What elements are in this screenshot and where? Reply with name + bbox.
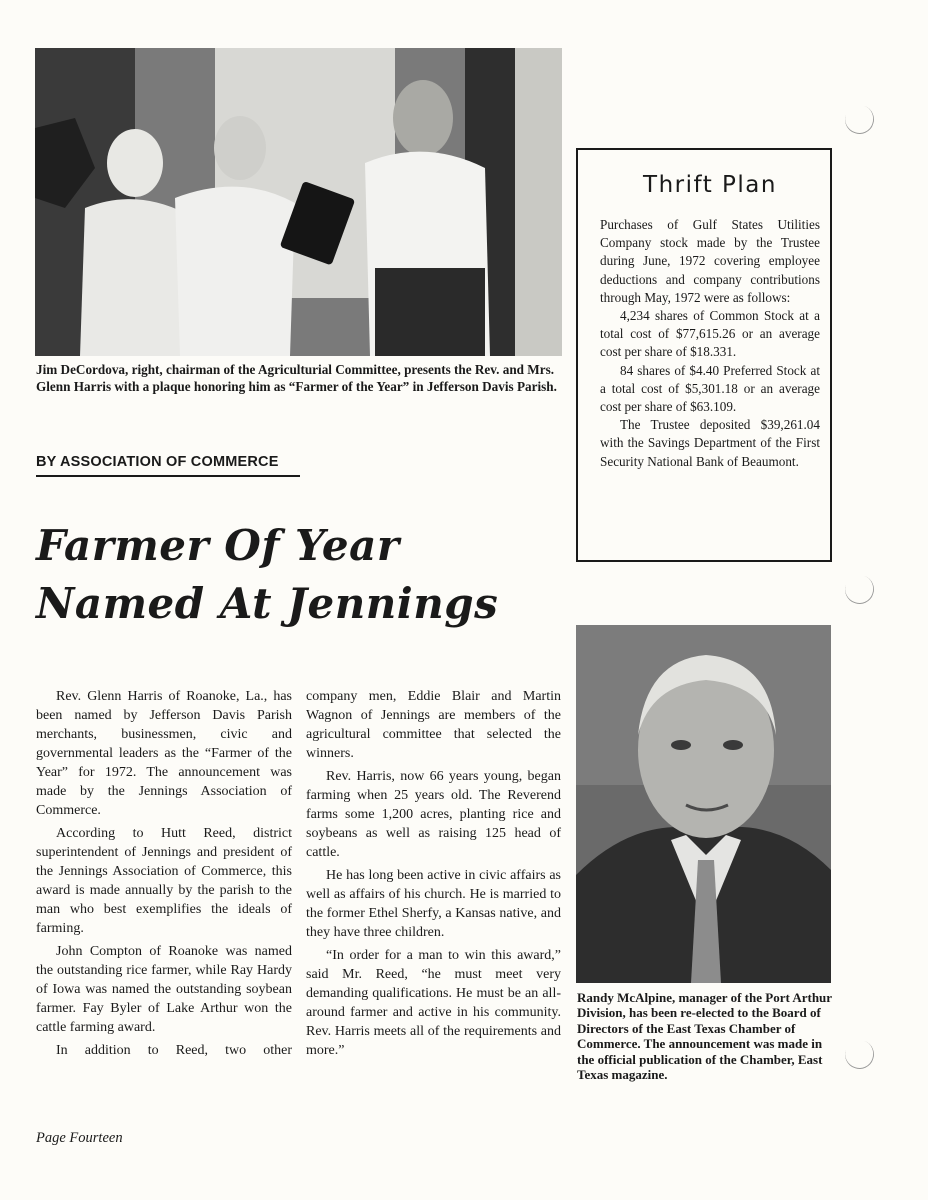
thrift-plan-title: Thrift Plan (643, 172, 777, 198)
article-paragraph: Rev. Harris, now 66 years young, began farming when 25 years old. The Reverend farms some 1,200 acres, planting rice and soybeans as well as raising 125 head of cattle. (306, 769, 561, 860)
thrift-plan-paragraph: 84 shares of $4.40 Preferred Stock at a total cost of $5,301.18 or an average cost per share of $63.109. (600, 362, 820, 415)
article-byline: BY ASSOCIATION OF COMMERCE (36, 454, 279, 470)
byline-underline (36, 475, 300, 477)
article-paragraph: According to Hutt Reed, district superintendent of Jennings and president of the Jennings Association of Commerce, this award is made annually by the parish to the man who best exemplifies the ideals of farming. (36, 826, 292, 936)
award-photo (35, 48, 562, 356)
thrift-plan-paragraph: Purchases of Gulf States Utilities Company stock made by the Trustee during June, 1972 covering employee deductions and company contributions through May, 1972 were as follows: (600, 217, 820, 305)
article-paragraph-continued: company men, Eddie Blair and Martin Wagnon of Jennings are members of the agricultural committee that selected the winners. (306, 689, 561, 761)
headline-line-2: Named At Jennings (36, 579, 499, 628)
thrift-plan-body (600, 216, 820, 471)
page-number: Page Fourteen (36, 1130, 123, 1146)
thrift-plan-paragraph: 4,234 shares of Common Stock at a total cost of $77,615.26 or an average cost per share of $18.331. (600, 308, 820, 360)
award-photo-caption: Jim DeCordova, right, chairman of the Agriculturial Committee, presents the Rev. and Mrs. Glenn Harris with a plaque honoring him as “Farmer of the Year” in Jefferson Davis Parish. (36, 362, 557, 394)
article-paragraph: Rev. Glenn Harris of Roanoke, La., has been named by Jefferson Davis Parish merchants, businessmen, civic and governmental leaders as the “Farmer of the Year” for 1972. The announcement was made by the Jennings Association of Commerce. (36, 689, 292, 818)
thrift-plan-box (576, 148, 832, 562)
binder-hole-mark (841, 1036, 878, 1073)
portrait-illustration (576, 625, 831, 983)
article-paragraph: He has long been active in civic affairs as well as affairs of his church. He is married to the former Ethel Sherfy, a Kansas native, and they have three children. (306, 868, 561, 940)
headline-line-1: Farmer Of Year (36, 521, 400, 570)
article-column-1 (36, 687, 292, 1064)
binder-hole-mark (841, 571, 878, 608)
award-photo-illustration (35, 48, 562, 356)
portrait-photo (576, 625, 831, 983)
binder-hole-mark (841, 101, 878, 138)
thrift-plan-paragraph: The Trustee deposited $39,261.04 with the Savings Department of the First Security National Bank of Beaumont. (600, 417, 820, 469)
portrait-caption: Randy McAlpine, manager of the Port Arthur Division, has been re-elected to the Board of Directors of the East Texas Chamber of Commerce. The announcement was made in the official publication of the Chamber, East Texas magazine. (577, 990, 832, 1083)
article-headline (36, 518, 576, 634)
article-column-2 (306, 687, 561, 1064)
article-paragraph: John Compton of Roanoke was named the outstanding rice farmer, while Ray Hardy of Iowa was named the outstanding soybean farmer. Fay Byler of Lake Arthur won the cattle farming award. (36, 944, 292, 1035)
article-paragraph: “In order for a man to win this award,” said Mr. Reed, “he must meet very demanding qualifications. He must be an all-around farmer and active in his community. Rev. Harris meets all of the requirements and more.” (306, 948, 561, 1058)
article-paragraph: In addition to Reed, two other (56, 1043, 292, 1058)
